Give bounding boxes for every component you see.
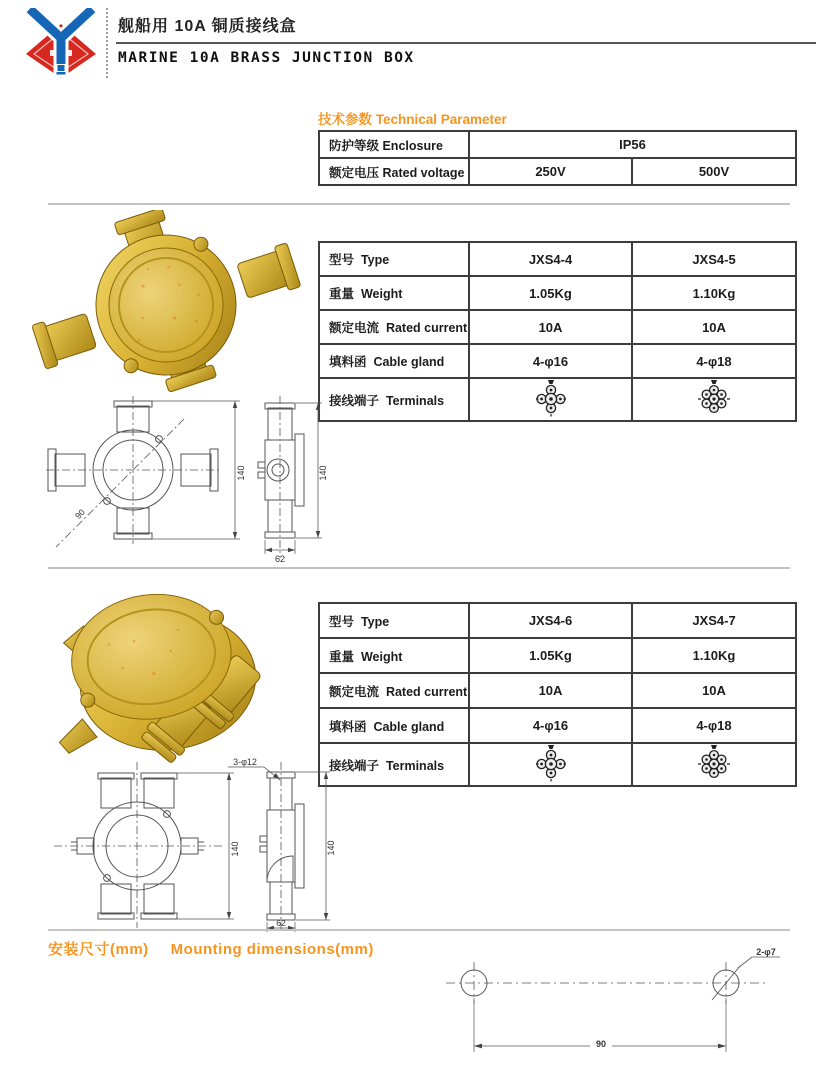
table-row bbox=[319, 242, 796, 276]
technical-parameter-table bbox=[318, 130, 797, 186]
dim-front-height: 140 bbox=[230, 841, 240, 857]
mounting-heading-en: Mounting dimensions(mm) bbox=[170, 941, 374, 958]
page-title-en: MARINE 10A BRASS JUNCTION BOX bbox=[118, 50, 415, 66]
weight-label: 重量 Weight bbox=[319, 638, 469, 673]
weight-value-1: 1.05Kg bbox=[469, 276, 632, 310]
gland-value-2: 4-φ18 bbox=[632, 344, 796, 378]
title-underline bbox=[116, 42, 816, 44]
gland-label: 填料函 Cable gland bbox=[319, 708, 469, 743]
dimension-drawing-jxs4-6 bbox=[24, 756, 336, 939]
terminal-block-cross-icon bbox=[469, 378, 632, 421]
voltage-label: 额定电压 Rated voltage bbox=[319, 158, 469, 185]
type-value-1: JXS4-4 bbox=[469, 242, 632, 276]
gland-callout: 3-φ12 bbox=[233, 757, 257, 767]
gland-value-1: 4-φ16 bbox=[469, 344, 632, 378]
terminal-block-cluster-icon bbox=[632, 743, 796, 786]
dim-diagonal: 90 bbox=[72, 506, 87, 521]
hole-callout: 2-φ7 bbox=[756, 948, 776, 957]
table-row bbox=[319, 673, 796, 708]
dimension-drawing-jxs4-4 bbox=[26, 392, 328, 569]
table-row bbox=[319, 708, 796, 743]
type-value-2: JXS4-7 bbox=[632, 603, 796, 638]
logo-divider bbox=[106, 8, 108, 78]
technical-parameter-heading: 技术参数 Technical Parameter bbox=[318, 112, 507, 127]
voltage-value-1: 250V bbox=[469, 158, 632, 185]
type-value-2: JXS4-5 bbox=[632, 242, 796, 276]
company-logo-icon bbox=[20, 8, 102, 78]
voltage-value-2: 500V bbox=[632, 158, 796, 185]
weight-label: 重量 Weight bbox=[319, 276, 469, 310]
table-row bbox=[319, 131, 796, 158]
gland-value-2: 4-φ18 bbox=[632, 708, 796, 743]
type-label: 型号 Type bbox=[319, 603, 469, 638]
product-photo-jxs4-6 bbox=[28, 578, 303, 778]
table-row bbox=[319, 378, 796, 421]
section-divider bbox=[48, 567, 790, 569]
table-row bbox=[319, 158, 796, 185]
gland-value-1: 4-φ16 bbox=[469, 708, 632, 743]
terminals-label: 接线端子 Terminals bbox=[319, 743, 469, 786]
mounting-dimensions-heading bbox=[48, 938, 374, 959]
table-row bbox=[319, 276, 796, 310]
current-value-1: 10A bbox=[469, 310, 632, 344]
current-label: 额定电流 Rated current bbox=[319, 673, 469, 708]
mounting-heading-zh: 安装尺寸(mm) bbox=[48, 941, 149, 958]
table-row bbox=[319, 603, 796, 638]
spec-table-jxs4-4-5 bbox=[318, 241, 797, 422]
dim-side-width: 62 bbox=[276, 918, 286, 928]
terminals-label: 接线端子 Terminals bbox=[319, 378, 469, 421]
current-value-1: 10A bbox=[469, 673, 632, 708]
table-row bbox=[319, 638, 796, 673]
dim-front-height: 140 bbox=[236, 465, 246, 481]
dim-side-height: 140 bbox=[326, 840, 336, 856]
enclosure-label: 防护等级 Enclosure bbox=[319, 131, 469, 158]
dim-side-height: 140 bbox=[318, 465, 328, 481]
terminal-block-cross-icon bbox=[469, 743, 632, 786]
spec-table-jxs4-6-7 bbox=[318, 602, 797, 787]
product-photo-jxs4-4 bbox=[30, 210, 302, 397]
terminal-block-cluster-icon bbox=[632, 378, 796, 421]
enclosure-value: IP56 bbox=[469, 131, 796, 158]
table-row bbox=[319, 310, 796, 344]
table-row bbox=[319, 743, 796, 786]
hole-span-dim: 90 bbox=[595, 1039, 607, 1049]
type-label: 型号 Type bbox=[319, 242, 469, 276]
weight-value-1: 1.05Kg bbox=[469, 638, 632, 673]
weight-value-2: 1.10Kg bbox=[632, 638, 796, 673]
gland-label: 填料函 Cable gland bbox=[319, 344, 469, 378]
section-divider bbox=[48, 203, 790, 205]
current-value-2: 10A bbox=[632, 673, 796, 708]
current-label: 额定电流 Rated current bbox=[319, 310, 469, 344]
type-value-1: JXS4-6 bbox=[469, 603, 632, 638]
weight-value-2: 1.10Kg bbox=[632, 276, 796, 310]
mounting-hole-drawing bbox=[436, 948, 784, 1071]
section-divider bbox=[48, 929, 790, 931]
table-row bbox=[319, 344, 796, 378]
page-title-zh: 舰船用 10A 铜质接线盒 bbox=[118, 18, 297, 35]
current-value-2: 10A bbox=[632, 310, 796, 344]
dim-side-width: 62 bbox=[274, 554, 286, 564]
